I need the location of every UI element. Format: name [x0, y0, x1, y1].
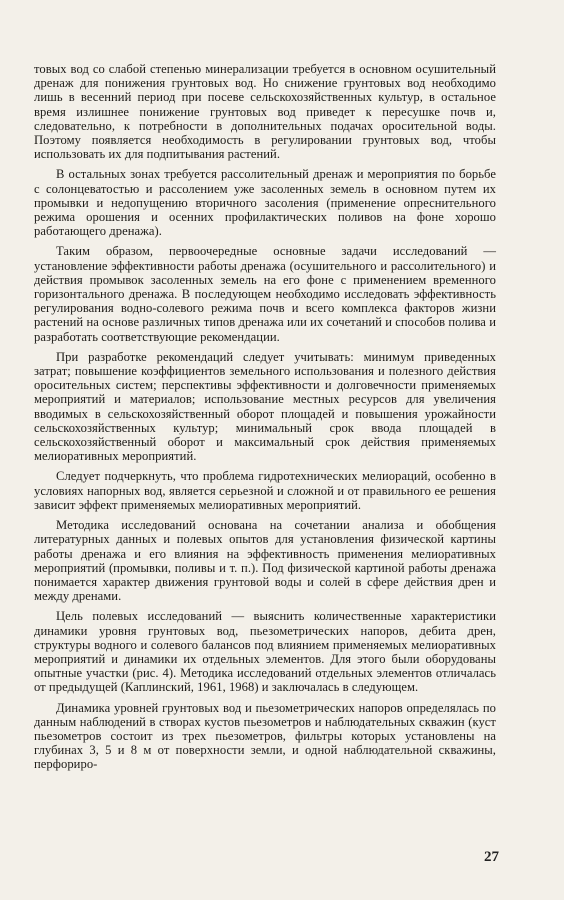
paragraph-2: В остальных зонах требуется рассолительный дренаж и мероприятия по борьбе с солонцеватостью и рассолением уже засоленных земель в основном путем их промывки и недопущению вторичного засоления (применение опреснительного режима орошения и осенних профилактических поливов на фоне хорошо работающего дренажа).	[34, 167, 496, 239]
paragraph-3: Таким образом, первоочередные основные задачи исследований — установление эффективности работы дренажа (осушительного и рассолительного) и действия промывок засоленных земель на его фоне с применением временного горизонтального дренажа. В последующем необходимо исследовать эффективность регулирования водно-солевого режима почв и всего комплекса факторов жизни растений на основе различных типов дренажа или их сочетаний и способов полива и разработать соответствующие рекомендации.	[34, 244, 496, 344]
paragraph-6: Методика исследований основана на сочетании анализа и обобщения литературных данных и полевых опытов для установления физической картины работы дренажа и его влияния на эффективность применения мелиоративных мероприятий (промывки, поливы и т. п.). Под физической картиной работы дренажа понимается характер движения грунтовой воды и солей в сфере действия дрен и между дренами.	[34, 518, 496, 604]
paragraph-7: Цель полевых исследований — выяснить количественные характеристики динамики уровня грунтовых вод, пьезометрических напоров, дебита дрен, структуры водного и солевого балансов под влиянием применяемых мелиоративных мероприятий и динамики их отдельных элементов. Для этого были оборудованы опытные участки (рис. 4). Методика исследований отдельных элементов отличалась от предыдущей (Каплинский, 1961, 1968) и заключалась в следующем.	[34, 609, 496, 695]
body-text	[34, 62, 496, 778]
paragraph-5: Следует подчеркнуть, что проблема гидротехнических мелиораций, особенно в условиях напорных вод, является серьезной и сложной и от правильного ее решения зависит эффект применяемых мелиоративных мероприятий.	[34, 469, 496, 512]
paragraph-1: товых вод со слабой степенью минерализации требуется в основном осушительный дренаж для понижения грунтовых вод. Но снижение грунтовых вод необходимо лишь в весенний период при посеве сельскохозяйственных культур, в остальное время излишнее понижение грунтовых вод приведет к пересушке почв и, следовательно, к потребности в дополнительных подачах оросительной воды. Поэтому появляется необходимость в регулировании грунтовых вод, чтобы использовать их для подпитывания растений.	[34, 62, 496, 162]
page-number: 27	[484, 849, 499, 865]
paragraph-8: Динамика уровней грунтовых вод и пьезометрических напоров определялась по данным наблюдений в створах кустов пьезометров и наблюдательных скважин (куст пьезометров состоит из трех пьезометров, фильтры которых установлены на глубинах 3, 5 и 8 м от поверхности земли, и одной наблюдательной скважины, перфориро-	[34, 700, 496, 772]
paragraph-4: При разработке рекомендаций следует учитывать: минимум приведенных затрат; повышение коэффициентов земельного использования и полезного действия оросительных систем; перспективы эффективности и долговечности применяемых мероприятий и материалов; использование местных ресурсов для увеличения вводимых в сельскохозяйственный оборот площадей и повышения урожайности сельскохозяйственных культур; минимальный срок ввода площадей в сельскохозяйственный оборот и максимальный срок действия применяемых мелиоративных мероприятий.	[34, 349, 496, 464]
